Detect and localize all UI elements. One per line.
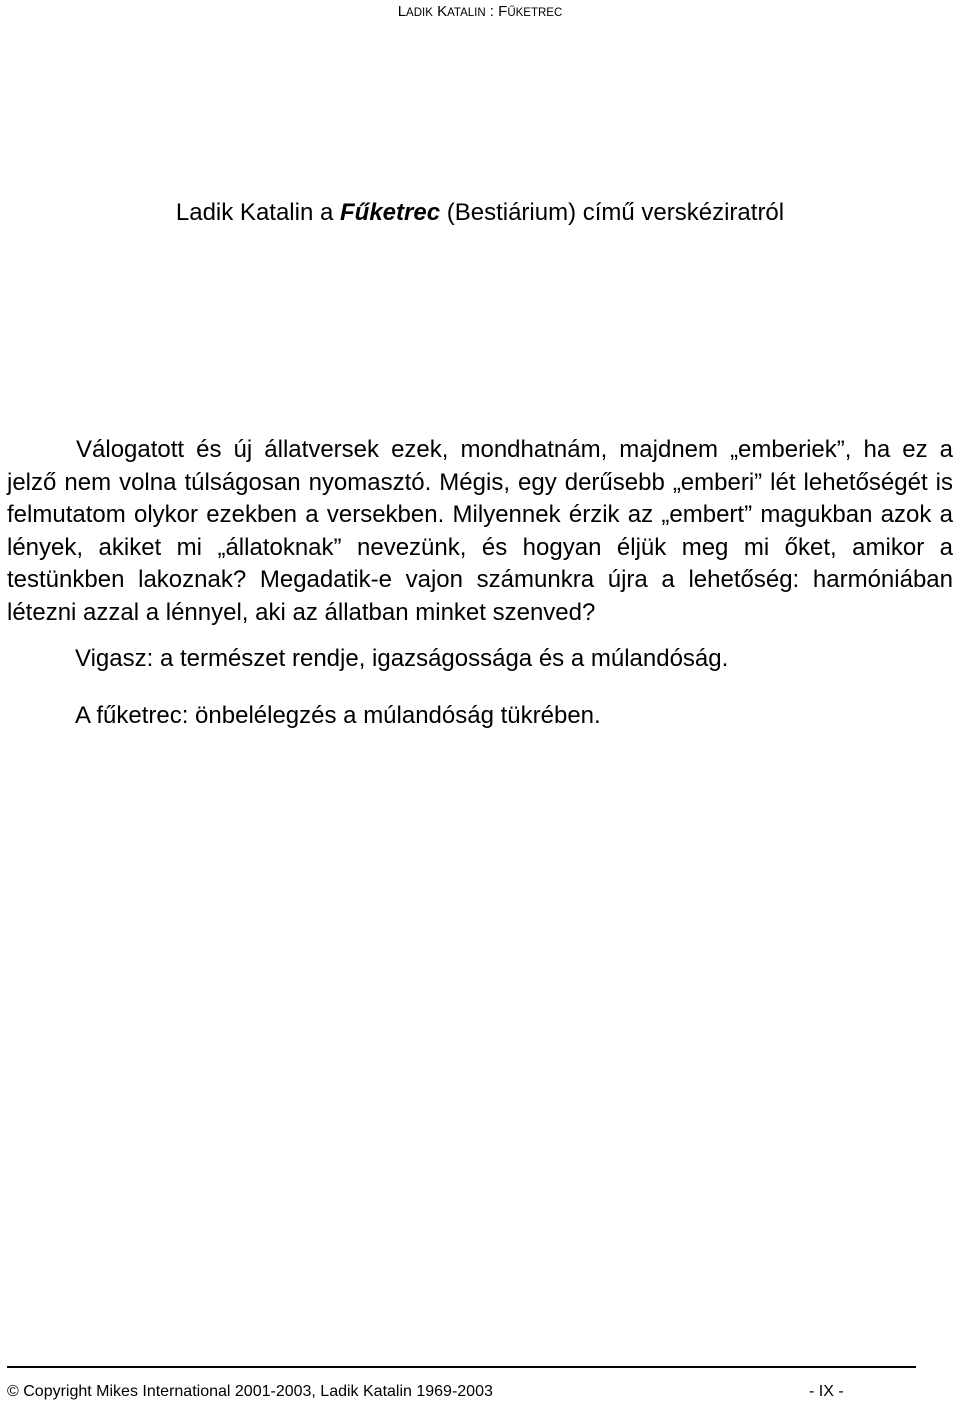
body-text xyxy=(7,434,953,732)
header-author-rest-2: ATALIN xyxy=(447,7,486,19)
document-title xyxy=(0,198,960,228)
footer-divider xyxy=(7,1366,916,1368)
header-author-initial-2: K xyxy=(437,3,448,20)
grass-cage-line: A fűketrec: önbelélegzés a múlandóság tükrében. xyxy=(75,701,601,729)
title-prefix: Ladik Katalin a xyxy=(175,199,340,226)
running-header xyxy=(0,2,960,23)
page-number: - IX - xyxy=(809,1383,844,1400)
title-work: Fűketrec xyxy=(340,199,441,226)
intro-paragraph: Válogatott és új állatversek ezek, mondhatnám, majdnem „emberiek”, ha ez a jelző nem volna túlságosan nyomasztó. Mégis, egy derűsebb „emberi” lét lehetőségét is felmutatom olykor ezekben a versekben. Milyennek érzik az „embert” magukban azok a lények, akiket mi „állatoknak” nevezünk, és hogyan éljük meg mi őket, amikor a testünkben lakoznak? Megadatik-e vajon számunkra újra a lehetőség: harmóniában létezni azzal a lénnyel, aki az állatban minket szenved? xyxy=(7,436,953,626)
header-title-rest: ŰKETREC xyxy=(507,7,563,19)
title-suffix: (Bestiárium) című verskéziratról xyxy=(440,199,785,226)
consolation-line: Vigasz: a természet rendje, igazságossága és a múlandóság. xyxy=(75,645,729,672)
header-author-initial-1: L xyxy=(397,3,407,20)
header-separator: : xyxy=(485,3,499,20)
header-author-rest-1: ADIK xyxy=(406,7,433,19)
copyright-notice: © Copyright Mikes International 2001-2003, Ladik Katalin 1969-2003 xyxy=(7,1383,493,1400)
header-title-initial: F xyxy=(498,3,508,20)
